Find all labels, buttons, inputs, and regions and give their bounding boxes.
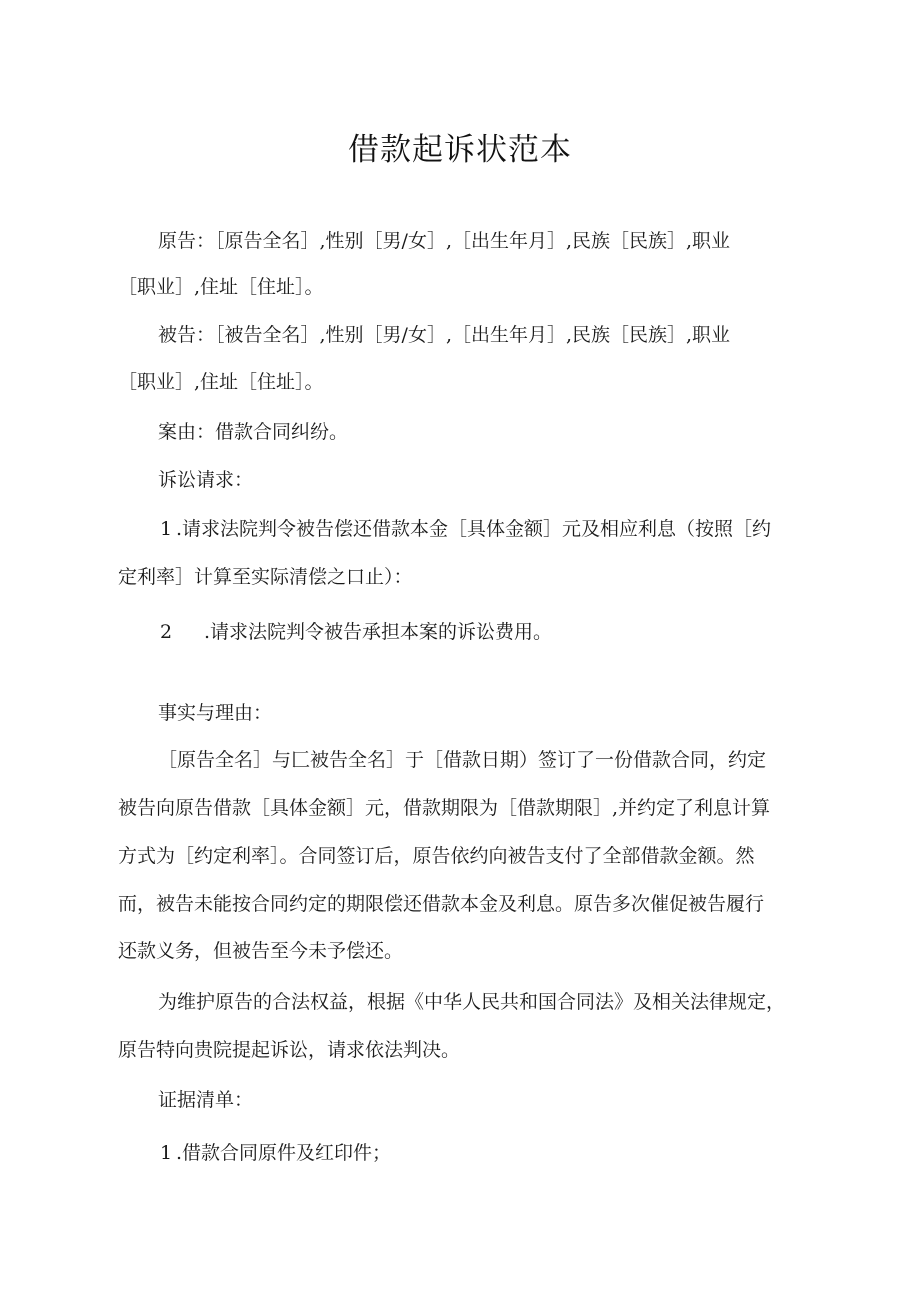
- plaintiff-line-2: ［职业］,住址［住址］。: [118, 276, 324, 298]
- evidence-item-1-number: 1: [160, 1142, 173, 1164]
- claim-item-1-text: .请求法院判令被告偿还借款本金［具体金额］元及相应利息（按照［约: [176, 518, 772, 540]
- facts-paragraph-1-line-1: ［原告全名］与匚被告全名］于［借款日期）签订了一份借款合同，约定: [158, 749, 767, 771]
- defendant-line-1: 被告：［被告全名］,性别［男/女］,［出生年月］,民族［民族］,职业: [158, 324, 731, 346]
- evidence-item-1-text: .借款合同原件及红印件；: [176, 1142, 392, 1164]
- facts-paragraph-2-line-2: 原告特向贵院提起诉讼，请求依法判决。: [118, 1039, 461, 1061]
- claim-item-2-text: .请求法院判令被告承担本案的诉讼费用。: [204, 621, 553, 643]
- claims-heading: 诉讼请求：: [158, 469, 254, 491]
- defendant-line-2: ［职业］,住址［住址］。: [118, 371, 324, 393]
- facts-heading: 事实与理由：: [158, 702, 273, 724]
- facts-paragraph-1-line-2: 被告向原告借款［具体金额］元，借款期限为［借款期限］,并约定了利息计算: [118, 797, 771, 819]
- facts-paragraph-1-line-3: 方式为［约定利率］。合同签订后，原告依约向被告支付了全部借款金额。然: [118, 845, 755, 867]
- claim-item-2-number: 2: [160, 621, 173, 643]
- facts-paragraph-1-line-4: 而，被告未能按合同约定的期限偿还借款本金及利息。原告多次催促被告履行: [118, 893, 765, 915]
- claim-item-1-line-2: 定利率］计算至实际清偿之口止）：: [118, 566, 413, 588]
- cause-of-action: 案由：借款合同纠纷。: [158, 421, 349, 443]
- document-title: 借款起诉状范本: [348, 132, 572, 168]
- evidence-heading: 证据清单：: [158, 1089, 254, 1111]
- plaintiff-line-1: 原告：［原告全名］,性别［男/女］,［出生年月］,民族［民族］,职业: [158, 230, 731, 252]
- claim-item-1-number: 1: [160, 518, 173, 540]
- facts-paragraph-1-line-5: 还款义务，但被告至今未予偿还。: [118, 940, 404, 962]
- facts-paragraph-2-line-1: 为维护原告的合法权益，根据《中华人民共和国合同法》及相关法律规定，: [158, 991, 786, 1013]
